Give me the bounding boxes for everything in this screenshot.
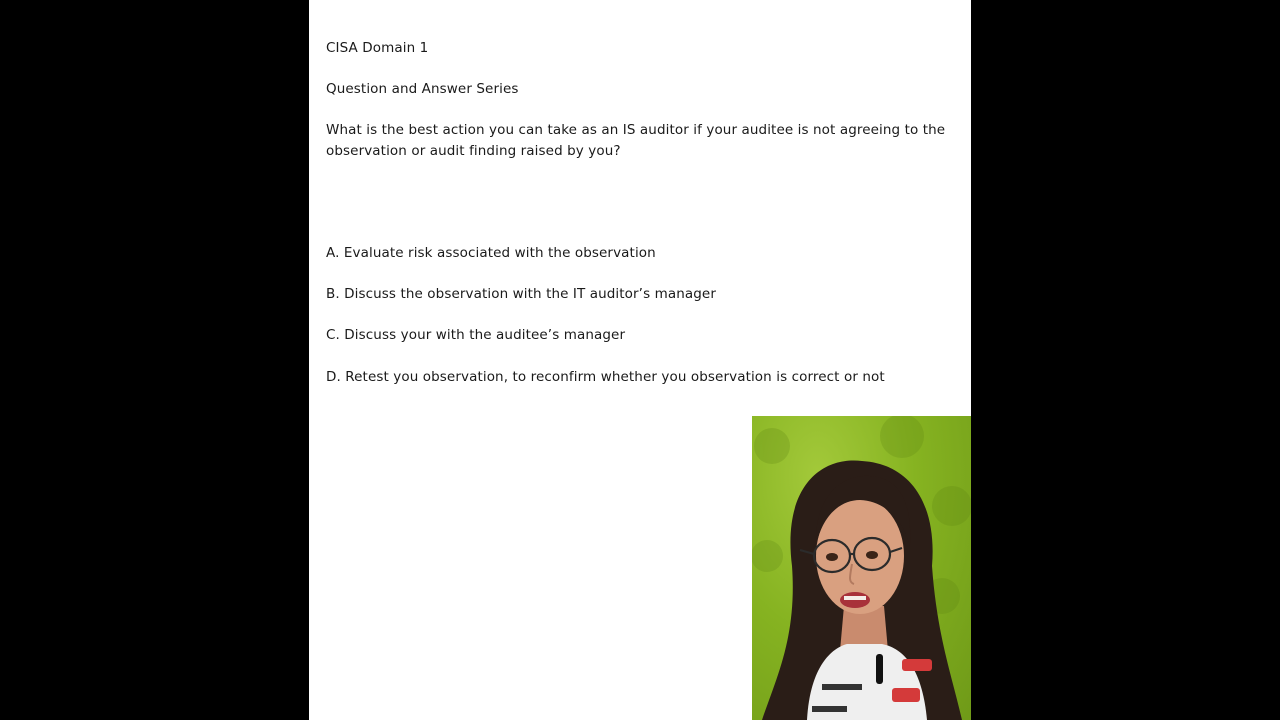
option-b: B. Discuss the observation with the IT auditor’s manager [326, 286, 716, 302]
option-a: A. Evaluate risk associated with the observation [326, 245, 656, 261]
presenter-webcam [752, 416, 971, 720]
presenter-image [752, 416, 971, 720]
option-d: D. Retest you observation, to reconfirm whether you observation is correct or not [326, 369, 885, 385]
option-c: C. Discuss your with the auditee’s manager [326, 327, 626, 343]
question-text: What is the best action you can take as an IS auditor if your auditee is not agreeing to the observation or audit finding raised by you? [326, 122, 946, 159]
document-heading: CISA Domain 1 [326, 40, 429, 56]
document-subheading: Question and Answer Series [326, 81, 519, 97]
